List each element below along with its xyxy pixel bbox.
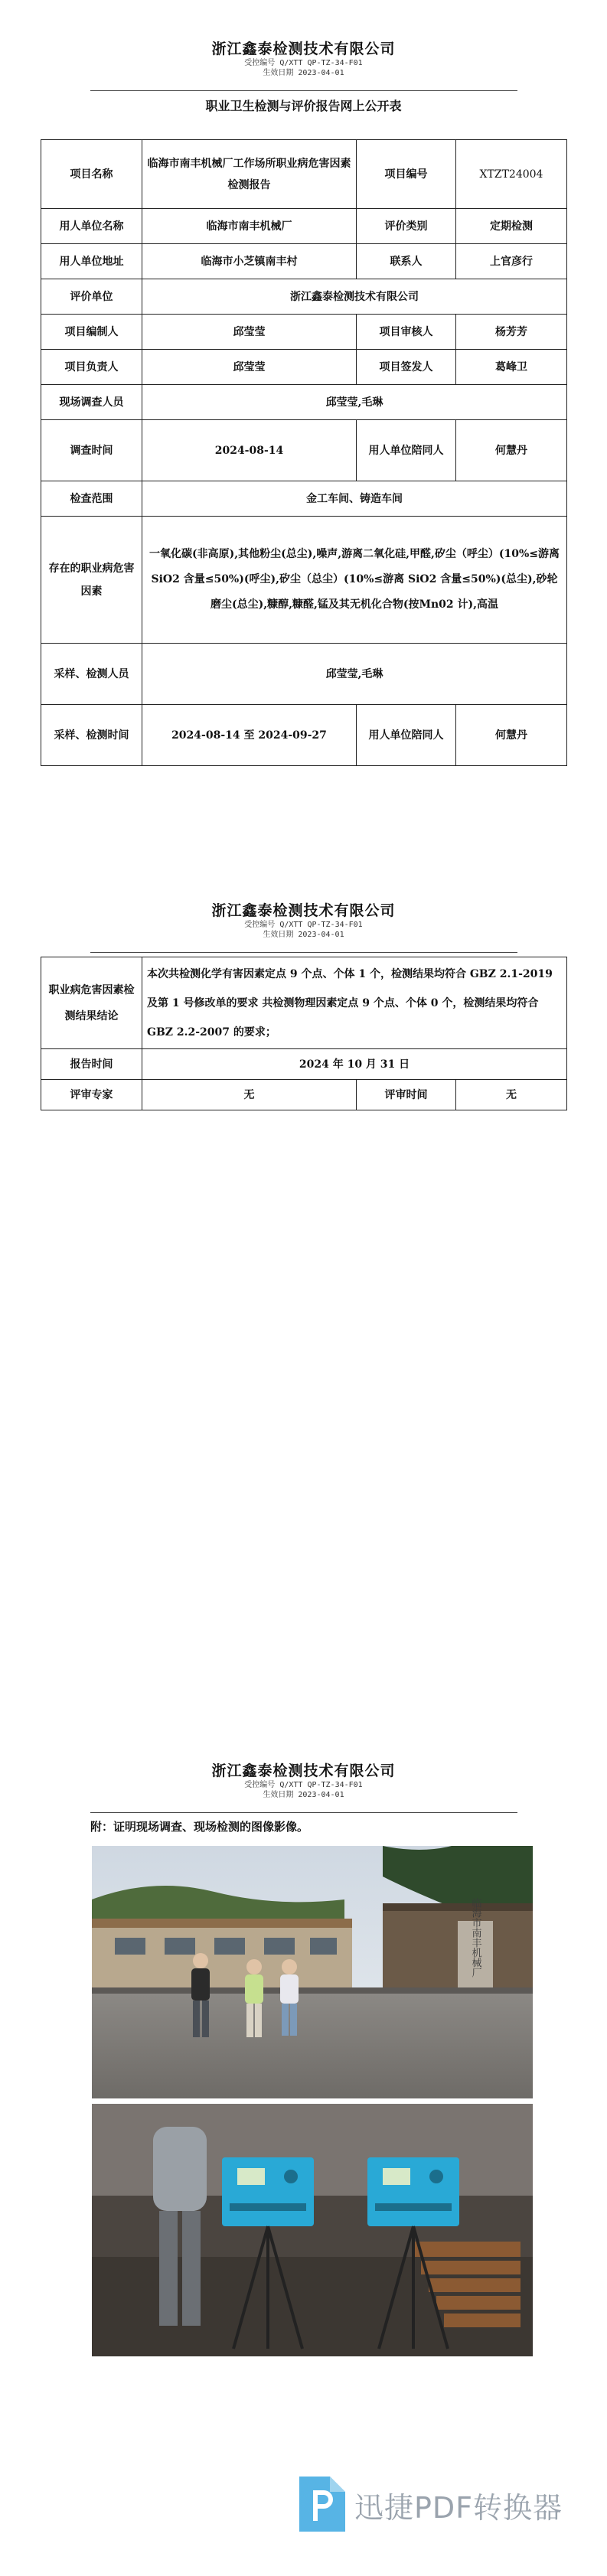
value-review-time: 无: [456, 1080, 567, 1110]
label-scope: 检查范围: [41, 481, 142, 517]
value-contact: 上官彦行: [456, 244, 567, 279]
appendix-caption: 附：证明现场调查、现场检测的图像影像。: [90, 1820, 309, 1834]
label-samplers: 采样、检测人员: [41, 644, 142, 705]
header-rule: [90, 90, 517, 91]
label-hazards: 存在的职业病危害因素: [41, 517, 142, 644]
value-eval-unit: 浙江鑫泰检测技术有限公司: [142, 279, 567, 315]
value-project-name: 临海市南丰机械厂工作场所职业病危害因素检测报告: [142, 140, 357, 209]
label-project-no: 项目编号: [357, 140, 456, 209]
label-compiler: 项目编制人: [41, 315, 142, 350]
value-project-leader: 邱莹莹: [142, 350, 357, 385]
label-employer: 用人单位名称: [41, 209, 142, 244]
gate-sign-text: 临海市南丰机械厂: [469, 1898, 481, 1978]
value-project-no: XTZT24004: [456, 140, 567, 209]
effective-date: 生效日期 2023-04-01: [263, 1791, 344, 1799]
label-issuer: 项目签发人: [357, 350, 456, 385]
company-name: 浙江鑫泰检测技术有限公司: [211, 902, 396, 919]
value-site-investigators: 邱莹莹,毛琳: [142, 385, 567, 420]
label-employer-address: 用人单位地址: [41, 244, 142, 279]
value-employer: 临海市南丰机械厂: [142, 209, 357, 244]
site-survey-photo-art: [92, 1846, 533, 2098]
label-survey-time: 调查时间: [41, 420, 142, 481]
label-reviewer: 项目审核人: [357, 315, 456, 350]
label-conclusion: 职业病危害因素检测结果结论: [41, 957, 142, 1049]
watermark-text: 迅捷PDF转换器: [354, 2491, 563, 2525]
value-samplers: 邱莹莹,毛琳: [142, 644, 567, 705]
label-escort: 用人单位陪同人: [357, 420, 456, 481]
effective-date: 生效日期 2023-04-01: [263, 931, 344, 939]
value-compiler: 邱莹莹: [142, 315, 357, 350]
pdf-converter-logo-icon: [293, 2473, 348, 2535]
site-survey-photo: [92, 1846, 533, 2098]
value-reviewer: 杨芳芳: [456, 315, 567, 350]
doc-code: 受控编号 Q/XTT QP-TZ-34-F01: [244, 59, 363, 67]
field-detection-photo-art: [92, 2104, 533, 2356]
value-survey-time: 2024-08-14: [142, 420, 357, 481]
label-eval-type: 评价类别: [357, 209, 456, 244]
page3-header: [0, 1762, 607, 1800]
operator-figure: [153, 2127, 207, 2211]
pdf-converter-watermark: [293, 2469, 563, 2538]
company-name: 浙江鑫泰检测技术有限公司: [211, 41, 396, 57]
label-experts: 评审专家: [41, 1080, 142, 1110]
value-escort2: 何慧丹: [456, 705, 567, 766]
value-employer-address: 临海市小芝镇南丰村: [142, 244, 357, 279]
value-escort: 何慧丹: [456, 420, 567, 481]
page1-header: [0, 40, 607, 78]
value-experts: 无: [142, 1080, 357, 1110]
value-report-time: 2024 年 10 月 31 日: [142, 1049, 567, 1080]
value-hazards: 一氧化碳(非高原),其他粉尘(总尘),噪声,游离二氧化硅,甲醛,矽尘（呼尘）(10%≤游离 SiO2 含量≤50%)(呼尘),矽尘（总尘）(10%≤游离 SiO2 含量≤50%)(总尘),砂轮磨尘(总尘),糠醇,糠醛,锰及其无机化合物(按Mn02 计),高温: [142, 517, 567, 644]
disclosure-table: [41, 139, 567, 766]
company-name: 浙江鑫泰检测技术有限公司: [211, 1762, 396, 1779]
value-issuer: 葛峰卫: [456, 350, 567, 385]
value-scope: 金工车间、铸造车间: [142, 481, 567, 517]
label-contact: 联系人: [357, 244, 456, 279]
header-rule: [90, 952, 517, 953]
label-eval-unit: 评价单位: [41, 279, 142, 315]
effective-date: 生效日期 2023-04-01: [263, 69, 344, 77]
page-title: 职业卫生检测与评价报告网上公开表: [205, 99, 402, 113]
label-sampling-time: 采样、检测时间: [41, 705, 142, 766]
label-escort2: 用人单位陪同人: [357, 705, 456, 766]
page2-header: [0, 902, 607, 940]
label-project-name: 项目名称: [41, 140, 142, 209]
header-rule: [90, 1812, 517, 1813]
doc-code: 受控编号 Q/XTT QP-TZ-34-F01: [244, 921, 363, 929]
value-eval-type: 定期检测: [456, 209, 567, 244]
label-project-leader: 项目负责人: [41, 350, 142, 385]
label-review-time: 评审时间: [357, 1080, 456, 1110]
label-report-time: 报告时间: [41, 1049, 142, 1080]
field-detection-photo: [92, 2104, 533, 2356]
value-conclusion: 本次共检测化学有害因素定点 9 个点、个体 1 个，检测结果均符合 GBZ 2.1-2019 及第 1 号修改单的要求 共检测物理因素定点 9 个点、个体 0 个，检测结果均符合 GBZ 2.2-2007 的要求；: [142, 957, 567, 1049]
value-sampling-time: 2024-08-14 至 2024-09-27: [142, 705, 357, 766]
doc-code: 受控编号 Q/XTT QP-TZ-34-F01: [244, 1781, 363, 1789]
conclusion-table: [41, 957, 567, 1110]
label-site-investigators: 现场调查人员: [41, 385, 142, 420]
